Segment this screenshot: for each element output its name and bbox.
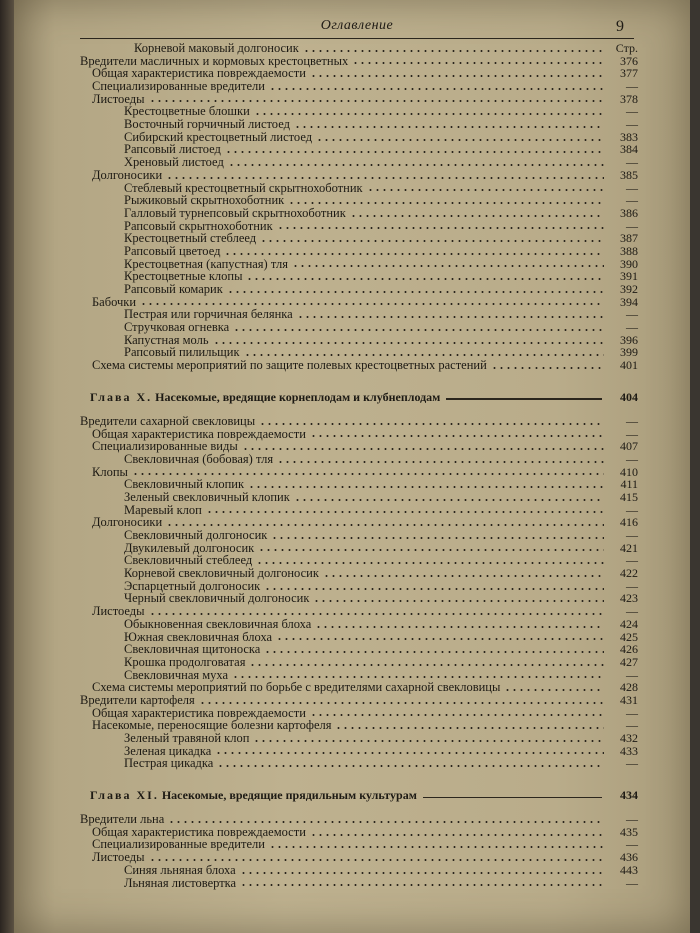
entry-title: Синяя льняная блоха <box>124 862 236 877</box>
dot-leader <box>242 448 604 450</box>
dot-leader <box>199 702 604 704</box>
entry-page-number: 415 <box>620 489 638 504</box>
entry-page-number: 377 <box>620 66 638 81</box>
entry-title: Рапсовый листоед <box>124 142 221 157</box>
toc-entry[interactable] <box>80 453 638 466</box>
entry-page-number: 436 <box>620 850 638 865</box>
entry-page-number: 431 <box>620 692 638 707</box>
dot-leader <box>277 227 604 229</box>
entry-title: Долгоносики <box>92 167 163 182</box>
entry-page-number: 387 <box>620 231 638 246</box>
entry-title: Вредители картофеля <box>80 692 195 707</box>
dot-leader <box>217 765 604 767</box>
dot-leader <box>253 740 604 742</box>
dot-leader <box>168 821 604 823</box>
entry-title: Общая характеристика повреждаемости <box>92 824 306 839</box>
toc-entry[interactable] <box>80 529 638 542</box>
toc-entry[interactable] <box>80 80 638 93</box>
entry-title: Свекловичная муха <box>124 667 229 682</box>
toc-entry[interactable] <box>80 118 638 131</box>
toc-entry[interactable] <box>80 359 638 372</box>
dot-leader <box>260 240 604 242</box>
entry-title: Рапсовый цветоед <box>124 243 221 258</box>
dot-leader <box>294 499 604 501</box>
entry-page-number: 407 <box>620 439 638 454</box>
entry-title: Капустная моль <box>124 332 209 347</box>
dot-leader <box>259 423 604 425</box>
entry-title: Зеленый свекловичный клопик <box>124 489 290 504</box>
toc-entry[interactable] <box>80 491 638 504</box>
entry-page-number: 392 <box>620 282 638 297</box>
dot-leader <box>240 872 604 874</box>
entry-title: Сибирский крестоцветный листоед <box>124 129 313 144</box>
dot-leader <box>323 575 604 577</box>
entry-title: Схема системы мероприятий по защите полевых крестоцветных растений <box>92 358 487 373</box>
entry-title: Свекловичная (бобовая) тля <box>124 451 274 466</box>
entry-page-number: — <box>626 553 638 568</box>
entry-title: Галловый турнепсовый скрытнохоботник <box>124 205 346 220</box>
entry-title: Специализированные виды <box>92 439 238 454</box>
dot-leader <box>140 303 604 305</box>
dot-leader <box>292 265 604 267</box>
entry-page-number: — <box>626 837 638 852</box>
entry-title: Рапсовый комарик <box>124 282 223 297</box>
dot-leader <box>276 638 604 640</box>
entry-page-number: 391 <box>620 269 638 284</box>
entry-page-number: 428 <box>620 680 638 695</box>
entry-title: Маревый клоп <box>124 502 202 517</box>
dot-leader <box>258 549 604 551</box>
entry-page-number: — <box>626 667 638 682</box>
entry-title: Клопы <box>92 464 128 479</box>
dot-leader <box>215 752 604 754</box>
entry-title: Долгоносики <box>92 515 163 530</box>
entry-page-number: — <box>626 193 638 208</box>
dot-leader <box>367 189 604 191</box>
dot-leader <box>228 164 604 166</box>
entry-page-number: — <box>626 426 638 441</box>
dot-leader <box>294 126 604 128</box>
dot-leader <box>313 600 604 602</box>
section-gap <box>80 770 638 787</box>
entry-title: Вредители льна <box>80 812 165 827</box>
entry-page-number: 390 <box>620 256 638 271</box>
entry-page-number: — <box>626 180 638 195</box>
entry-title: Насекомые, переносящие болезни картофеля <box>92 718 332 733</box>
entry-title: Вредители сахарной свекловицы <box>80 413 256 428</box>
toc-entry[interactable] <box>80 877 638 890</box>
entry-title: Листоеды <box>92 604 145 619</box>
entry-page-number: 443 <box>620 862 638 877</box>
entry-page-number: 422 <box>620 566 638 581</box>
chapter-rule <box>423 797 602 799</box>
entry-page-number: 394 <box>620 294 638 309</box>
entry-title: Зеленая цикадка <box>124 743 212 758</box>
entry-title: Свекловичный долгоносик <box>124 528 268 543</box>
entry-title: Корневой маковый долгоносик <box>134 40 299 55</box>
entry-page-number: — <box>626 320 638 335</box>
entry-title: Эспарцетный долгоносик <box>124 578 261 593</box>
dot-leader <box>303 50 604 52</box>
entry-title: Зеленый травяной клоп <box>124 731 250 746</box>
chapter-rule <box>446 398 602 400</box>
entry-page-number: — <box>626 117 638 132</box>
toc-entry[interactable] <box>80 656 638 669</box>
entry-title: Крестоцветный стеблеед <box>124 231 257 246</box>
entry-title: Рыжиковый скрытнохоботник <box>124 193 285 208</box>
dot-leader <box>249 664 604 666</box>
toc-entry[interactable] <box>80 42 638 55</box>
dot-leader <box>297 316 604 318</box>
entry-page-number: 383 <box>620 129 638 144</box>
dot-leader <box>269 846 604 848</box>
entry-page-number: — <box>626 756 638 771</box>
entry-title: Двукилевый долгоносик <box>124 540 255 555</box>
entry-title: Свекловичная щитоноска <box>124 642 261 657</box>
dot-leader <box>504 689 604 691</box>
entry-page-number: — <box>626 718 638 733</box>
entry-title: Крестоцветные блошки <box>124 104 250 119</box>
chapter-title: Насекомые, вредящие корнеплодам и клубнеплодам <box>155 390 441 405</box>
toc-entry[interactable] <box>80 864 638 877</box>
entry-page-number: 432 <box>620 731 638 746</box>
entry-page-number: 423 <box>620 591 638 606</box>
entry-title: Специализированные вредители <box>92 79 265 94</box>
entry-page-number: 396 <box>620 332 638 347</box>
running-header <box>80 18 634 39</box>
entry-title: Крестоцветные клопы <box>124 269 243 284</box>
dot-leader <box>264 651 604 653</box>
entry-page-number: 421 <box>620 540 638 555</box>
dot-leader <box>310 435 604 437</box>
dot-leader <box>491 367 604 369</box>
entry-title: Рапсовый скрытнохоботник <box>124 218 273 233</box>
toc-entry[interactable] <box>80 415 638 428</box>
dot-leader <box>132 473 604 475</box>
entry-page-number: 424 <box>620 616 638 631</box>
dot-leader <box>213 342 604 344</box>
dot-leader <box>352 62 604 64</box>
entry-page-number: 425 <box>620 629 638 644</box>
page-number: 9 <box>616 18 624 35</box>
dot-leader <box>149 613 604 615</box>
entry-page-number: 376 <box>620 53 638 68</box>
entry-page-number: 433 <box>620 743 638 758</box>
section-gap <box>80 372 638 389</box>
entry-title: Стеблевый крестоцветный скрытнохоботник <box>124 180 363 195</box>
dot-leader <box>310 75 604 77</box>
toc-entry[interactable] <box>80 732 638 745</box>
dot-leader <box>264 588 604 590</box>
entry-title: Общая характеристика повреждаемости <box>92 66 306 81</box>
entry-title: Листоеды <box>92 850 145 865</box>
chapter-title: Насекомые, вредящие прядильным культурам <box>161 788 417 803</box>
entry-title: Рапсовый пилильщик <box>124 345 240 360</box>
entry-page-number: — <box>626 502 638 517</box>
entry-page-number: 410 <box>620 464 638 479</box>
entry-title: Крестоцветная (капустная) тля <box>124 256 288 271</box>
entry-page-number: — <box>626 104 638 119</box>
entry-title: Листоеды <box>92 91 145 106</box>
entry-title: Свекловичный стеблеед <box>124 553 253 568</box>
dot-leader <box>277 461 604 463</box>
dot-leader <box>254 113 604 115</box>
entry-page-number: 411 <box>620 477 638 492</box>
toc-entry[interactable] <box>80 321 638 334</box>
entry-page-number: 427 <box>620 654 638 669</box>
dot-leader <box>244 354 604 356</box>
entry-page-number: — <box>626 875 638 890</box>
entry-page-number: — <box>626 155 638 170</box>
dot-leader <box>232 676 604 678</box>
entry-page-number: — <box>626 218 638 233</box>
toc-entry[interactable] <box>80 567 638 580</box>
toc-entry[interactable] <box>80 605 638 618</box>
entry-title: Крошка продолговатая <box>124 654 246 669</box>
dot-leader <box>227 291 604 293</box>
page-title: Оглавление <box>320 18 394 33</box>
entry-title: Схема системы мероприятий по борьбе с вредителями сахарной свекловицы <box>92 680 501 695</box>
dot-leader <box>271 537 604 539</box>
chapter-number: Глава X. <box>90 390 153 405</box>
toc-entry[interactable] <box>80 283 638 296</box>
dot-leader <box>166 177 604 179</box>
entry-page-number: — <box>626 705 638 720</box>
dot-leader <box>233 329 604 331</box>
dot-leader <box>224 253 604 255</box>
entry-page-number: 399 <box>620 345 638 360</box>
entry-title: Пестрая или горчичная белянка <box>124 307 293 322</box>
entry-page-number: 378 <box>620 91 638 106</box>
entry-page-number: — <box>626 451 638 466</box>
toc-entry[interactable] <box>80 813 638 826</box>
entry-title: Бабочки <box>92 294 137 309</box>
dot-leader <box>149 100 604 102</box>
entry-title: Общая характеристика повреждаемости <box>92 705 306 720</box>
toc-entry[interactable] <box>80 245 638 258</box>
toc-entry[interactable] <box>80 504 638 517</box>
entry-page-number: — <box>626 812 638 827</box>
book-page <box>14 0 690 933</box>
toc-entry[interactable] <box>80 757 638 770</box>
dot-leader <box>240 884 604 886</box>
entry-page-number: 388 <box>620 243 638 258</box>
entry-page-number: — <box>626 79 638 94</box>
chapter-entry[interactable] <box>80 389 638 404</box>
entry-title: Общая характеристика повреждаемости <box>92 426 306 441</box>
dot-leader <box>248 486 604 488</box>
dot-leader <box>269 88 604 90</box>
book-binding-shadow <box>0 0 14 933</box>
entry-page-number: 386 <box>620 205 638 220</box>
toc-entry[interactable] <box>80 839 638 852</box>
dot-leader <box>315 626 604 628</box>
entry-page-number: 435 <box>620 824 638 839</box>
entry-page-number: 384 <box>620 142 638 157</box>
entry-page-number: — <box>626 307 638 322</box>
dot-leader <box>246 278 604 280</box>
entry-page-number: 434 <box>620 788 638 803</box>
entry-title: Корневой свекловичный долгоносик <box>124 566 319 581</box>
entry-title: Южная свекловичная блоха <box>124 629 273 644</box>
entry-title: Свекловичный клопик <box>124 477 245 492</box>
entry-page-number: — <box>626 578 638 593</box>
entry-title: Восточный горчичный листоед <box>124 117 290 132</box>
entry-title: Вредители масличных и кормовых крестоцветных <box>80 53 349 68</box>
toc-entry[interactable] <box>80 207 638 220</box>
dot-leader <box>310 834 604 836</box>
entry-title: Хреновый листоед <box>124 155 224 170</box>
toc-entry[interactable] <box>80 593 638 606</box>
entry-title: Специализированные вредители <box>92 837 265 852</box>
entry-page-number: — <box>626 528 638 543</box>
toc-entry[interactable] <box>80 156 638 169</box>
entry-page-number: — <box>626 604 638 619</box>
dot-leader <box>350 215 604 217</box>
entry-title: Черный свекловичный долгоносик <box>124 591 310 606</box>
chapter-number: Глава XI. <box>90 788 159 803</box>
dot-leader <box>256 562 604 564</box>
entry-title: Пестрая цикадка <box>124 756 214 771</box>
entry-title: Стручковая огневка <box>124 320 230 335</box>
dot-leader <box>225 151 604 153</box>
dot-leader <box>206 511 604 513</box>
dot-leader <box>166 524 604 526</box>
chapter-entry[interactable] <box>80 787 638 802</box>
dot-leader <box>149 859 604 861</box>
entry-title: Льняная листовертка <box>124 875 237 890</box>
dot-leader <box>316 139 604 141</box>
dot-leader <box>288 202 604 204</box>
entry-page-number: 404 <box>620 390 638 405</box>
entry-page-number: 426 <box>620 642 638 657</box>
toc-entry[interactable] <box>80 694 638 707</box>
dot-leader <box>335 727 604 729</box>
table-of-contents <box>80 42 638 889</box>
entry-page-number: 401 <box>620 358 638 373</box>
entry-page-number: — <box>626 413 638 428</box>
entry-page-number: Стр. <box>615 40 638 55</box>
entry-page-number: 385 <box>620 167 638 182</box>
entry-title: Обыкновенная свекловичная блоха <box>124 616 312 631</box>
dot-leader <box>310 714 604 716</box>
toc-entry[interactable] <box>80 618 638 631</box>
toc-entry[interactable] <box>80 169 638 182</box>
entry-page-number: 416 <box>620 515 638 530</box>
toc-entry[interactable] <box>80 851 638 864</box>
